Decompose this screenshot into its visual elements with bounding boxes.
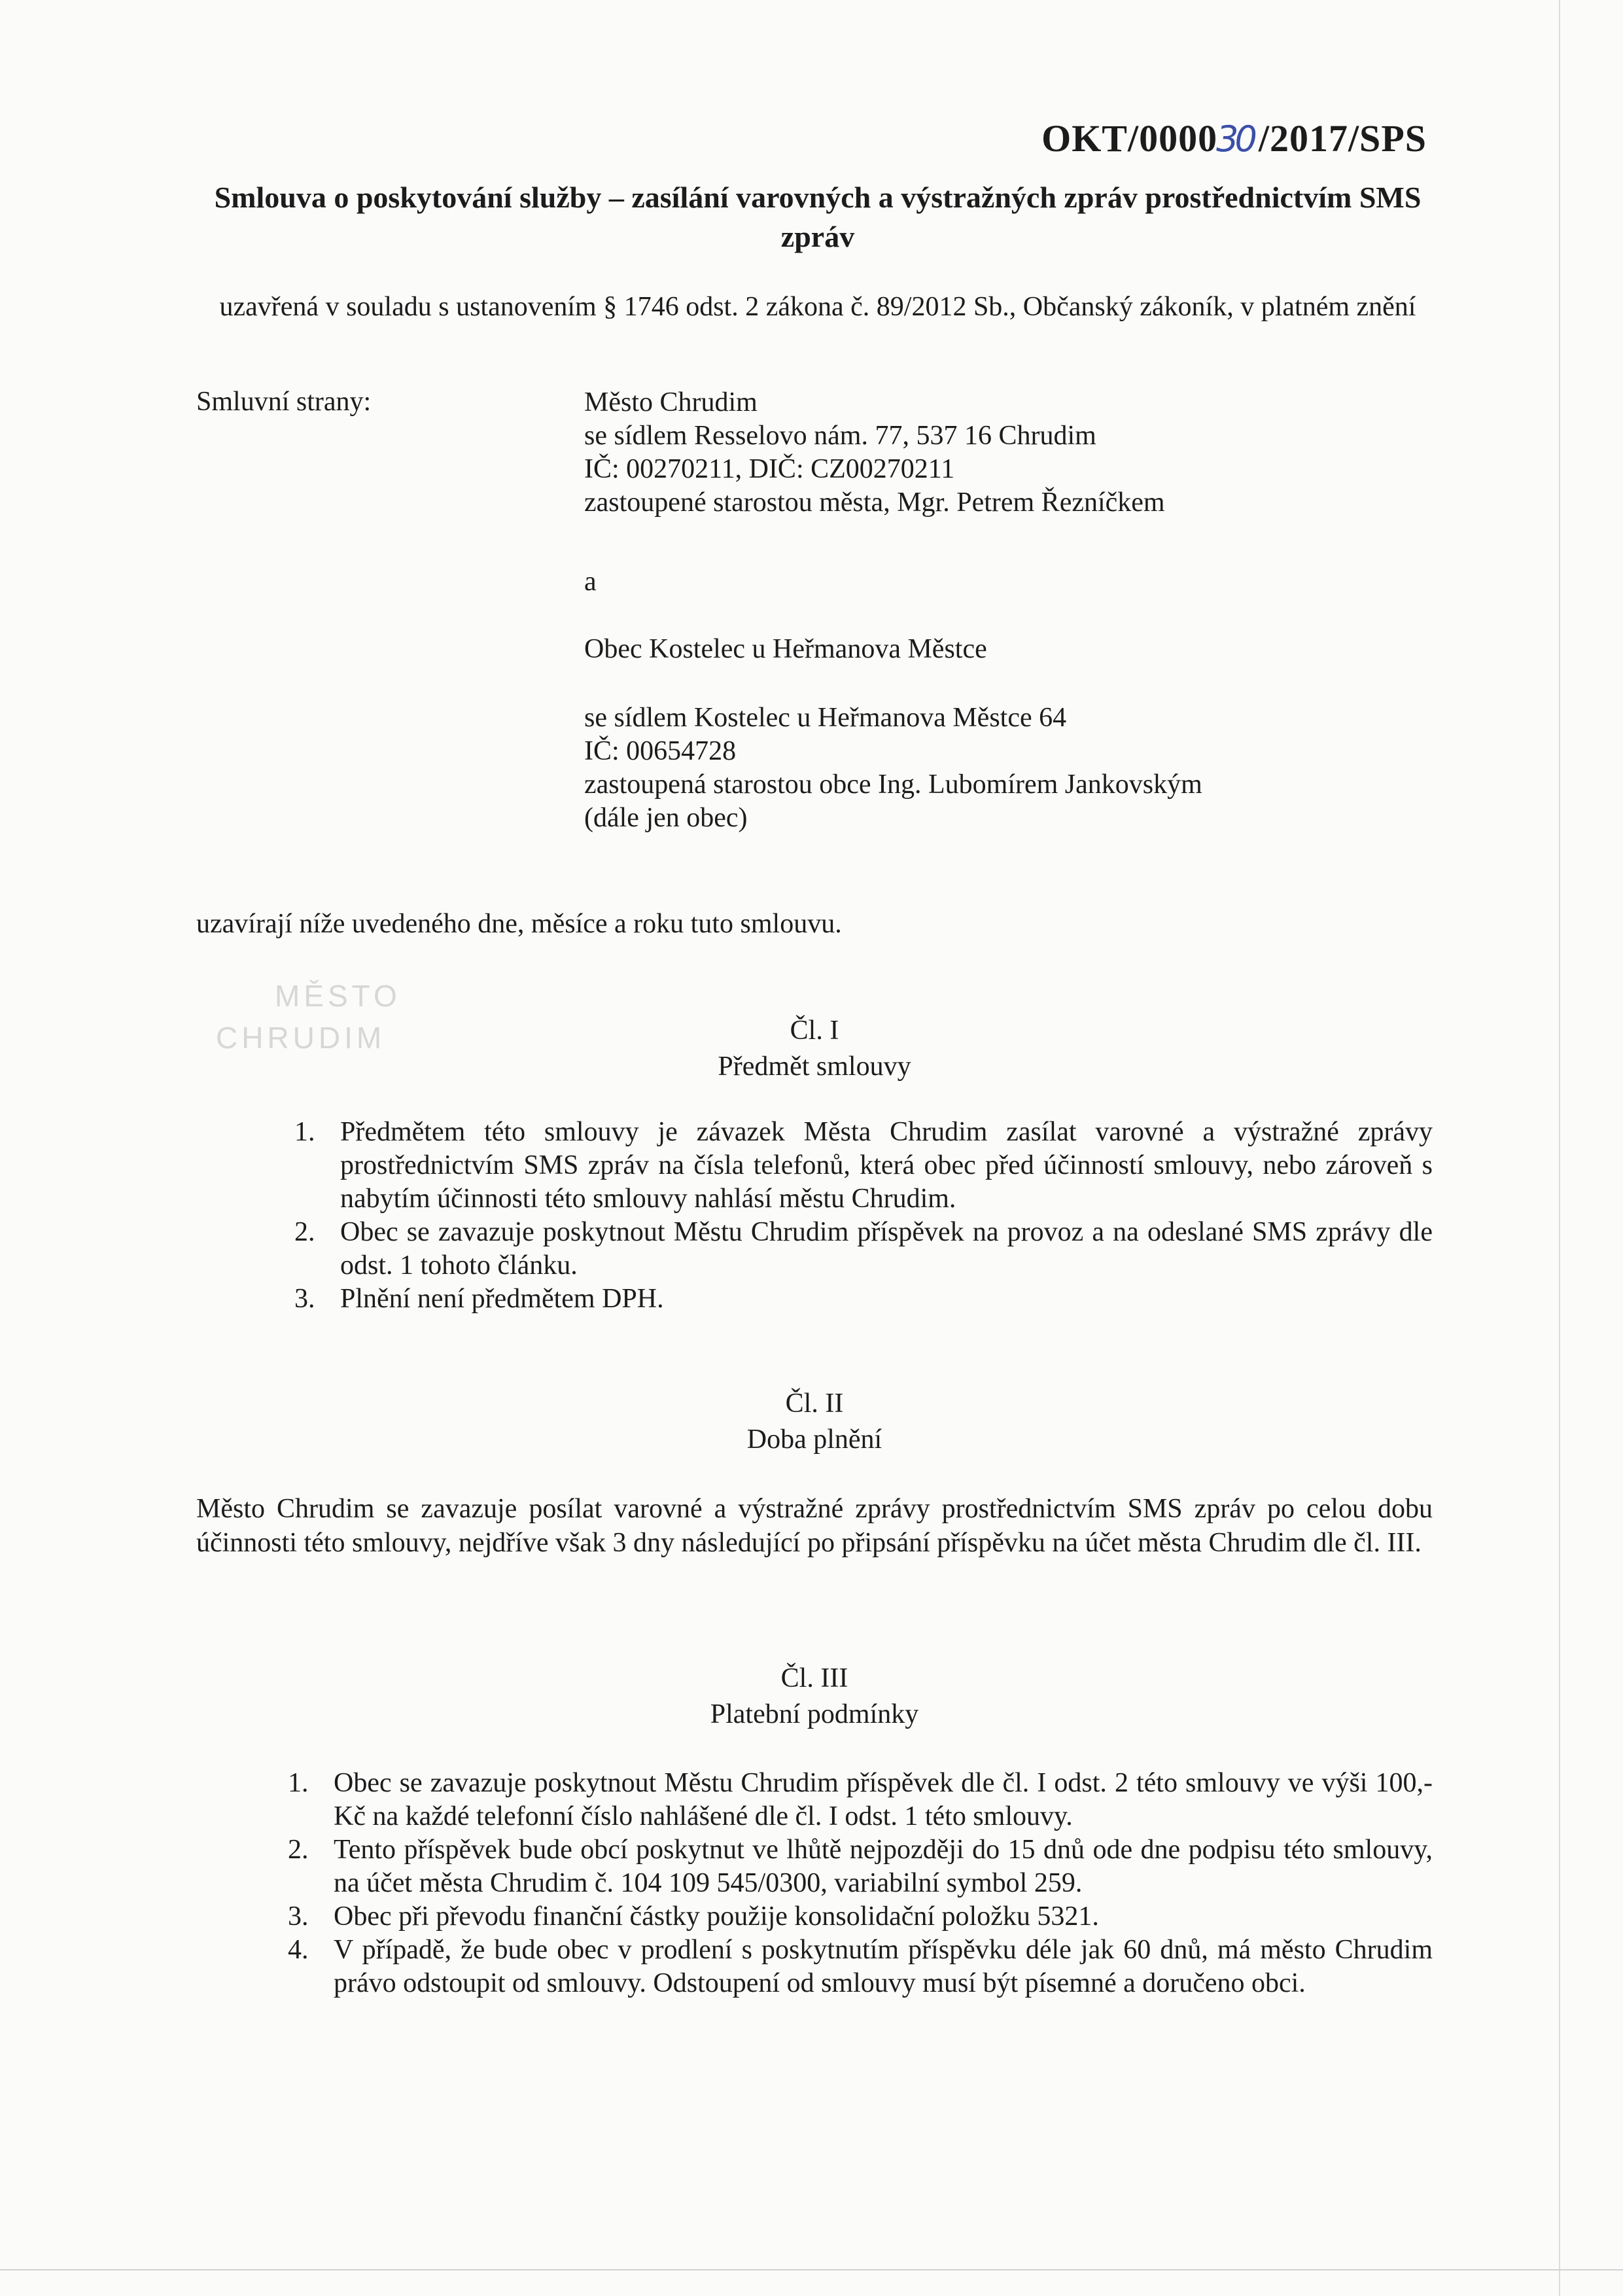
party-2-line: (dále jen obec) [584,803,748,833]
party-1-line: IČ: 00270211, DIČ: CZ00270211 [584,454,955,484]
article-2-text: Město Chrudim se zavazuje posílat varovné a výstražné zprávy prostřednictvím SMS zpráv po celou dobu účinnosti této smlouvy, nejdříve však 3 dny následující po připsání příspěvku na účet města Chrudim dle čl. III. [196,1494,1433,1558]
item-number: 3. [288,1901,309,1932]
list-item [288,1900,1433,1934]
scan-bottom-edge [0,2269,1623,2270]
item-text: Obec se zavazuje poskytnout Městu Chrudim příspěvek dle čl. I odst. 2 této smlouvy ve výši 100,- Kč na každé telefonní číslo nahlášené dle čl. I odst. 1 této smlouvy. [334,1768,1433,1831]
article-2-header [196,1386,1433,1458]
list-item [294,1282,1433,1316]
article-3-number: Čl. III [780,1663,848,1693]
article-3-list [288,1767,1433,2000]
article-1-list [294,1116,1433,1316]
list-item [288,1767,1433,1833]
party-2 [584,701,1202,835]
scan-edge-line [1559,0,1560,2296]
item-text: V případě, že bude obec v prodlení s poskytnutím příspěvku déle jak 60 dnů, má město Chrudim právo odstoupit od smlouvy. Odstoupení od smlouvy musí být písemné a doručeno obci. [334,1935,1433,1998]
and-conjunction: a [584,567,597,597]
article-3-header [196,1661,1433,1733]
list-item [288,1934,1433,2000]
article-1-heading: Předmět smlouvy [718,1051,911,1082]
item-number: 2. [294,1217,315,1247]
article-2-heading: Doba plnění [746,1424,882,1455]
article-3-heading: Platební podmínky [710,1699,919,1729]
item-number: 2. [288,1835,309,1865]
item-text: Obec se zavazuje poskytnout Městu Chrudim příspěvek na provoz a na odeslané SMS zprávy dle odst. 1 tohoto článku. [340,1217,1433,1280]
party-1 [584,386,1165,520]
list-item [294,1116,1433,1216]
reference-suffix: /2017/SPS [1258,117,1427,160]
party-2-line: zastoupená starostou obce Ing. Lubomírem Jankovským [584,769,1202,800]
item-text: Předmětem této smlouvy je závazek Města Chrudim zasílat varovné a výstražné zprávy prostřednictvím SMS zpráv na čísla telefonů, která obec před účinností smlouvy, nebo zároveň s nabytím účinnosti této smlouvy nahlásí městu Chrudim. [340,1117,1433,1214]
contract-title: Smlouva o poskytování služby – zasílání varovných a výstražných zpráv prostřednictvím SMS zpráv [214,181,1422,253]
party-2-line: se sídlem Kostelec u Heřmanova Městce 64 [584,703,1067,733]
contract-reference-number [1041,116,1427,160]
handwritten-number: 30 [1216,118,1253,160]
item-number: 3. [294,1284,315,1314]
party-1-line: zastoupené starostou města, Mgr. Petrem Řezníčkem [584,487,1165,518]
list-item [288,1833,1433,1900]
party-2-line: IČ: 00654728 [584,736,737,766]
article-2-number: Čl. II [785,1388,844,1419]
parties-label: Smluvní strany: [196,387,372,417]
reference-prefix: OKT/0000 [1041,117,1218,160]
list-item [294,1216,1433,1282]
article-1-header [196,1013,1433,1085]
closing-statement: uzavírají níže uvedeného dne, měsíce a roku tuto smlouvu. [196,909,842,939]
item-number: 4. [288,1935,309,1965]
item-number: 1. [288,1768,309,1798]
item-number: 1. [294,1117,315,1147]
item-text: Obec při převodu finanční částky použije konsolidační položku 5321. [334,1901,1099,1932]
contract-intro: uzavřená v souladu s ustanovením § 1746 odst. 2 zákona č. 89/2012 Sb., Občanský zákoník, v platném znění [219,292,1416,322]
article-1-number: Čl. I [790,1016,839,1046]
stamp-line: CHRUDIM [216,1021,386,1055]
stamp-line: MĚSTO [275,979,401,1013]
party-1-line: Město Chrudim [584,387,758,417]
item-text: Tento příspěvek bude obcí poskytnut ve lhůtě nejpozději do 15 dnů ode dne podpisu této smlouvy, na účet města Chrudim č. 104 109 545/0300, variabilní symbol 259. [334,1835,1433,1898]
party-2-name: Obec Kostelec u Heřmanova Městce [584,634,987,664]
item-text: Plnění není předmětem DPH. [340,1284,664,1314]
party-1-line: se sídlem Resselovo nám. 77, 537 16 Chrudim [584,421,1096,451]
